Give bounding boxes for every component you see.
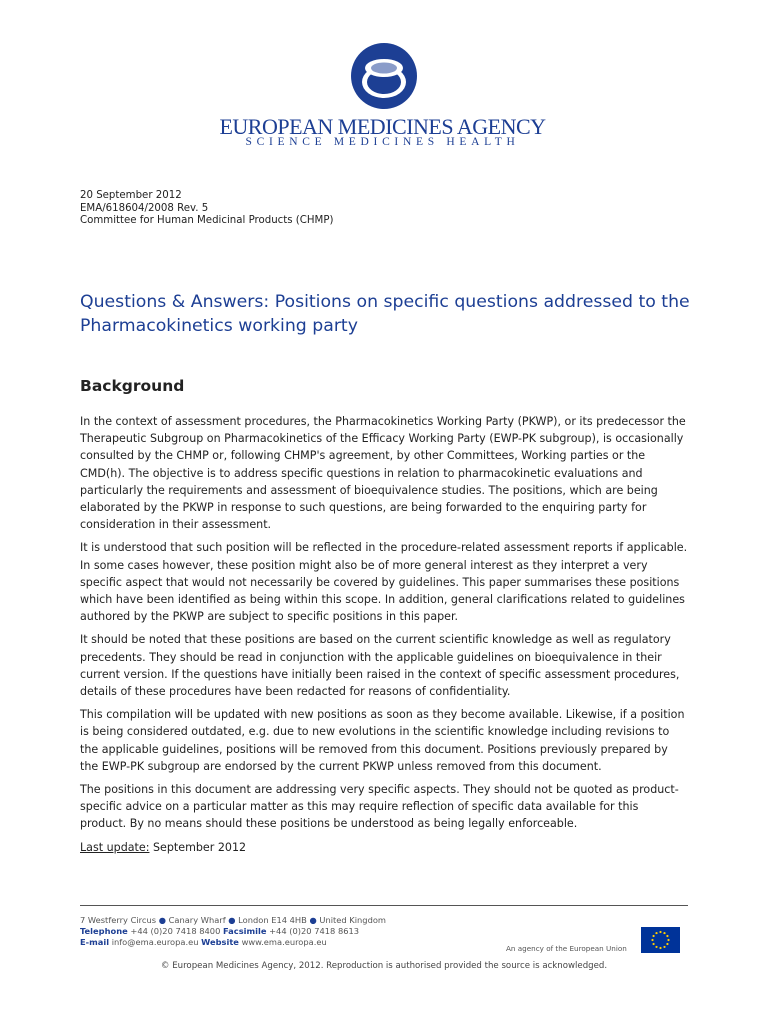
eu-flag-icon bbox=[641, 927, 680, 953]
last-update bbox=[80, 839, 688, 856]
facsimile-label: Facsimile bbox=[223, 926, 267, 936]
paragraph: It should be noted that these positions are based on the current scientific knowledge as well as regulatory precedents. They should be read in conjunction with the applicable guidelines on bioequivalence in their current version. If the questions have initially been raised in the context of specific assessment procedures, details of these procedures have been redacted for reasons of confidentiality. bbox=[80, 633, 680, 699]
section-heading: Background bbox=[80, 377, 185, 395]
email-label: E-mail bbox=[80, 937, 110, 947]
committee-name: Committee for Human Medicinal Products (CHMP) bbox=[80, 215, 334, 226]
document-reference: EMA/618604/2008 Rev. 5 bbox=[80, 202, 209, 214]
telephone-number: +44 (0)20 7418 8400 bbox=[130, 926, 221, 936]
paragraph: In the context of assessment procedures, the Pharmacokinetics Working Party (PKWP), or its predecessor the Therapeutic Subgroup on Pharmacokinetics of the Efficacy Working Party (EWP-PK subgroup), is occasionally consulted by the CHMP or, following CHMP's agreement, by other Committees, Working parties or the CMD(h). The objective is to address specific questions in relation to pharmacokinetic evaluations and particularly the requirements and assessment of bioequivalence studies. The positions, which are being elaborated by the PKWP in response to such questions, are being forwarded to the enquiring party for consideration in their assessment. bbox=[80, 415, 686, 532]
bullet-icon: ● bbox=[228, 915, 236, 925]
eu-star bbox=[666, 943, 668, 945]
last-update-value: September 2012 bbox=[153, 840, 247, 854]
eu-star bbox=[663, 946, 665, 948]
eu-star bbox=[652, 943, 654, 945]
eu-star bbox=[663, 932, 665, 934]
paragraph: The positions in this document are addressing very specific aspects. They should not be quoted as product-specific advice on a particular matter as this may require reflection of specific data available for this product. By no means should these positions be understood as being legally enforceable. bbox=[80, 783, 679, 831]
footer-divider bbox=[80, 905, 688, 906]
footer-address bbox=[80, 915, 386, 948]
telephone-label: Telephone bbox=[80, 926, 128, 936]
bullet-icon: ● bbox=[158, 915, 166, 925]
website-link[interactable]: www.ema.europa.eu bbox=[241, 937, 327, 947]
address-line: 7 Westferry Circus ● Canary Wharf ● London E14 4HB ● United Kingdom bbox=[80, 915, 387, 925]
document-meta bbox=[80, 190, 333, 228]
contact-line bbox=[80, 937, 386, 948]
eu-tagline: An agency of the European Union bbox=[506, 944, 627, 953]
eu-star bbox=[666, 935, 668, 937]
eu-star bbox=[651, 939, 653, 941]
body-text bbox=[80, 413, 688, 856]
eu-star bbox=[652, 935, 654, 937]
website-label: Website bbox=[201, 937, 239, 947]
agency-tagline: SCIENCE MEDICINES HEALTH bbox=[245, 136, 520, 148]
facsimile-number: +44 (0)20 7418 8613 bbox=[269, 926, 360, 936]
document-title: Questions & Answers: Positions on specific questions addressed to the Pharmacokinetics working party bbox=[80, 292, 690, 336]
phone-line bbox=[80, 926, 386, 937]
eu-star bbox=[659, 947, 661, 949]
agency-logo bbox=[200, 28, 565, 178]
eu-star bbox=[655, 932, 657, 934]
bullet-icon: ● bbox=[309, 915, 317, 925]
document-date: 20 September 2012 bbox=[80, 190, 182, 201]
eu-star bbox=[667, 939, 669, 941]
paragraph: It is understood that such position will be reflected in the procedure-related assessment reports if applicable. In some cases however, these position might also be of more general interest as they interpret a very specific aspect that would not necessarily be covered by guidelines. This paper summarises these positions which have been identified as being within this scope. In addition, general clarifications related to guidelines authored by the PKWP are subject to specific positions in this paper. bbox=[80, 541, 688, 624]
last-update-label: Last update: bbox=[80, 840, 150, 854]
ema-emblem-icon bbox=[350, 42, 418, 110]
copyright-notice: © European Medicines Agency, 2012. Reproduction is authorised provided the source is acknowledged. bbox=[160, 961, 608, 971]
paragraph: This compilation will be updated with new positions as soon as they become available. Likewise, if a position is being considered outdated, e.g. due to new evolutions in the scientific knowledge including revisions to the applicable guidelines, positions will be removed from this document. Positions previously prepared by the EWP-PK subgroup are endorsed by the current PKWP unless removed from this document. bbox=[80, 708, 685, 773]
email-link[interactable]: info@ema.europa.eu bbox=[111, 937, 199, 947]
eu-star bbox=[659, 931, 661, 933]
agency-name: EUROPEAN MEDICINES AGENCY bbox=[219, 114, 546, 139]
eu-star bbox=[655, 946, 657, 948]
